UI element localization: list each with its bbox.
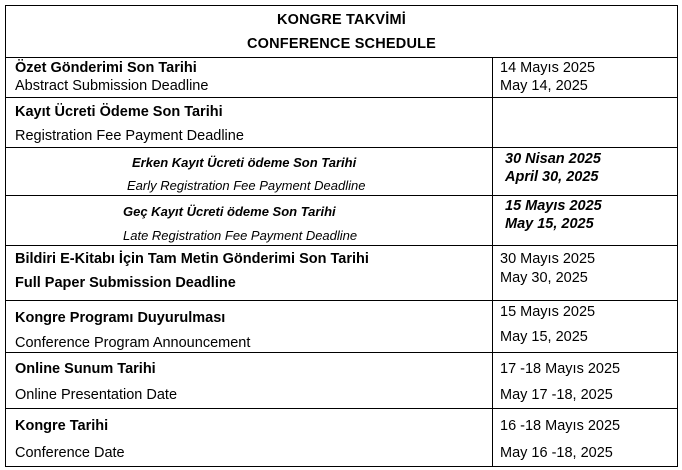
row-label-en: Registration Fee Payment Deadline [15, 128, 244, 144]
label-cell [6, 409, 493, 466]
date-cell [493, 246, 677, 300]
table-row [6, 58, 677, 98]
row-date-tr: 16 -18 Mayıs 2025 [500, 418, 621, 434]
date-cell [493, 301, 677, 352]
schedule-table [5, 5, 678, 467]
table-row [6, 353, 677, 409]
row-date-tr: 30 Mayıs 2025 [500, 251, 596, 267]
row-date-en: May 15, 2025 [505, 216, 594, 232]
row-label-en: Early Registration Fee Payment Deadline [127, 178, 366, 193]
table-row [6, 409, 677, 466]
table-header [6, 6, 677, 58]
label-cell [6, 148, 493, 195]
row-label-tr: Kongre Tarihi [15, 418, 109, 434]
table-row [6, 301, 677, 353]
label-cell [6, 246, 493, 300]
table-row [6, 196, 677, 246]
row-label-tr: Geç Kayıt Ücreti ödeme Son Tarihi [123, 204, 336, 219]
row-date-en: May 15, 2025 [500, 329, 588, 345]
row-label-en: Late Registration Fee Payment Deadline [123, 228, 358, 243]
title-en: CONFERENCE SCHEDULE [246, 36, 437, 52]
title-tr: KONGRE TAKVİMİ [276, 12, 406, 28]
date-cell [493, 148, 677, 195]
row-label-en: Abstract Submission Deadline [15, 78, 209, 94]
label-cell [6, 353, 493, 408]
date-cell [493, 409, 677, 466]
label-cell [6, 58, 493, 97]
row-label-tr: Erken Kayıt Ücreti ödeme Son Tarihi [132, 155, 357, 170]
row-date-tr: 15 Mayıs 2025 [500, 304, 596, 320]
row-date-tr: 15 Mayıs 2025 [505, 198, 602, 214]
row-date-en: May 14, 2025 [500, 78, 588, 94]
row-label-tr: Kongre Programı Duyurulması [15, 310, 226, 326]
row-date-en: April 30, 2025 [505, 169, 599, 185]
row-label-tr: Online Sunum Tarihi [15, 361, 156, 377]
date-cell [493, 58, 677, 97]
row-label-en: Conference Program Announcement [15, 335, 251, 351]
row-label-en: Full Paper Submission Deadline [15, 275, 236, 291]
label-cell [6, 196, 493, 245]
date-cell [493, 353, 677, 408]
label-cell [6, 301, 493, 352]
table-row [6, 246, 677, 301]
row-label-tr: Kayıt Ücreti Ödeme Son Tarihi [15, 104, 223, 120]
row-date-en: May 16 -18, 2025 [500, 445, 613, 461]
table-row [6, 98, 677, 148]
table-row [6, 148, 677, 196]
row-date-en: May 17 -18, 2025 [500, 387, 613, 403]
row-date-tr: 30 Nisan 2025 [505, 151, 601, 167]
row-date-tr: 17 -18 Mayıs 2025 [500, 361, 621, 377]
date-cell [493, 98, 677, 147]
row-label-tr: Özet Gönderimi Son Tarihi [15, 60, 197, 76]
date-cell [493, 196, 677, 245]
row-label-tr: Bildiri E-Kitabı İçin Tam Metin Gönderimi Son Tarihi [15, 251, 369, 267]
row-label-en: Online Presentation Date [15, 387, 178, 403]
row-date-tr: 14 Mayıs 2025 [500, 60, 596, 76]
row-label-en: Conference Date [15, 445, 125, 461]
label-cell [6, 98, 493, 147]
row-date-en: May 30, 2025 [500, 270, 588, 286]
